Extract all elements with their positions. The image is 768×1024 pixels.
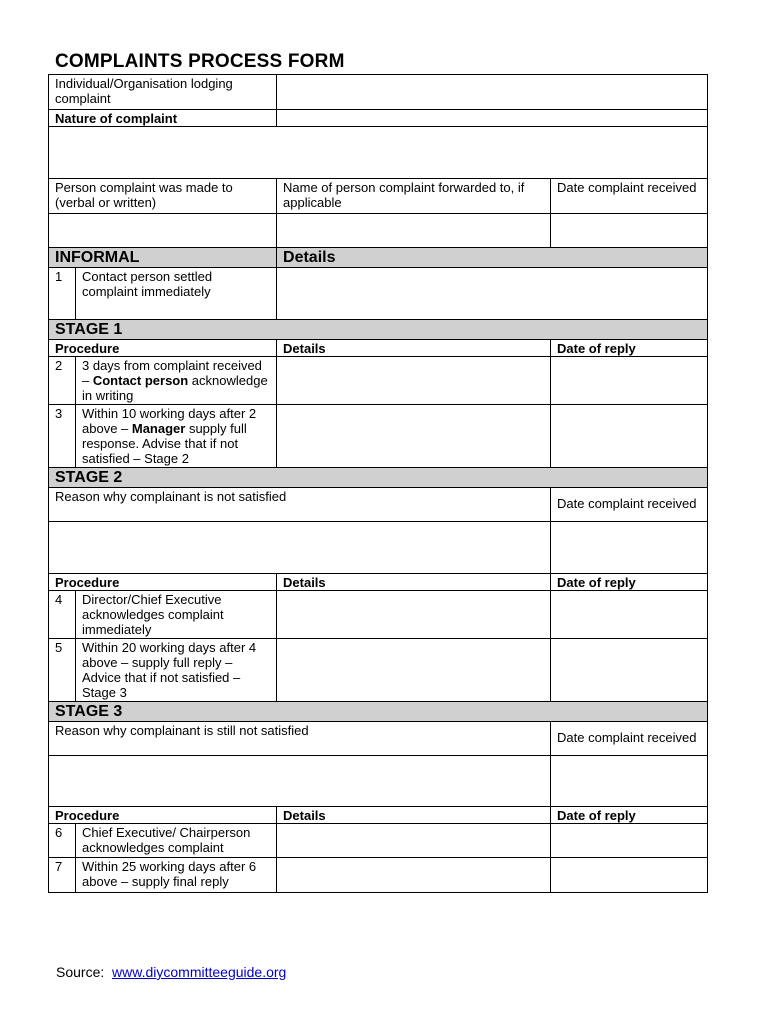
forwarded-to-label: Name of person complaint forwarded to, if applicable — [277, 179, 551, 214]
step-5-date-field[interactable] — [551, 639, 708, 702]
source-link[interactable]: www.diycommitteeguide.org — [112, 964, 287, 980]
step-7-details-field[interactable] — [277, 858, 551, 893]
stage-1-procedure-label: Procedure — [49, 340, 277, 357]
stage-3-reason-field[interactable] — [49, 756, 551, 807]
step-6-details-field[interactable] — [277, 824, 551, 858]
stage-1-label: STAGE 1 — [49, 320, 708, 340]
nature-field-inline[interactable] — [277, 110, 708, 127]
stage-1-details-label: Details — [277, 340, 551, 357]
step-2-text-a: 3 days from complaint received – — [82, 358, 262, 388]
date-received-label: Date complaint received — [551, 179, 708, 214]
step-3-number: 3 — [49, 405, 76, 468]
row-stage-2-reason — [49, 488, 708, 522]
step-7-text: Within 25 working days after 6 above – supply final reply — [76, 858, 277, 893]
step-1-details-field[interactable] — [277, 268, 708, 320]
step-5-details-field[interactable] — [277, 639, 551, 702]
row-step-1 — [49, 268, 708, 320]
step-2-text-c: acknowledge in writing — [82, 373, 268, 403]
row-step-5 — [49, 639, 708, 702]
nature-label: Nature of complaint — [49, 110, 277, 127]
row-informal-header — [49, 248, 708, 268]
row-stage-3-reason-fields — [49, 756, 708, 807]
row-step-4 — [49, 591, 708, 639]
stage-1-date-reply-label: Date of reply — [551, 340, 708, 357]
row-stage-1-header — [49, 320, 708, 340]
individual-label: Individual/Organisation lodging complaint — [49, 75, 277, 110]
stage-2-details-label: Details — [277, 574, 551, 591]
step-6-date-field[interactable] — [551, 824, 708, 858]
step-7-date-field[interactable] — [551, 858, 708, 893]
step-7-number: 7 — [49, 858, 76, 893]
row-persons-header — [49, 179, 708, 214]
row-stage-2-header — [49, 468, 708, 488]
step-4-details-field[interactable] — [277, 591, 551, 639]
row-stage-2-columns — [49, 574, 708, 591]
source-line — [56, 964, 286, 980]
stage-2-procedure-label: Procedure — [49, 574, 277, 591]
stage-3-procedure-label: Procedure — [49, 807, 277, 824]
complaints-form-table — [48, 74, 708, 893]
step-6-number: 6 — [49, 824, 76, 858]
step-4-date-field[interactable] — [551, 591, 708, 639]
nature-field[interactable] — [49, 127, 708, 179]
forwarded-to-field[interactable] — [277, 214, 551, 248]
step-5-number: 5 — [49, 639, 76, 702]
stage-2-date-received-field[interactable] — [551, 522, 708, 574]
row-individual — [49, 75, 708, 110]
step-2-date-field[interactable] — [551, 357, 708, 405]
step-2-details-field[interactable] — [277, 357, 551, 405]
individual-field[interactable] — [277, 75, 708, 110]
step-1-text: Contact person settled complaint immediately — [76, 268, 277, 320]
stage-3-details-label: Details — [277, 807, 551, 824]
row-stage-1-columns — [49, 340, 708, 357]
stage-3-reason-label: Reason why complainant is still not satisfied — [49, 722, 551, 756]
step-3-text — [76, 405, 277, 468]
step-3-details-field[interactable] — [277, 405, 551, 468]
step-2-number: 2 — [49, 357, 76, 405]
row-stage-3-reason — [49, 722, 708, 756]
stage-2-reason-label: Reason why complainant is not satisfied — [49, 488, 551, 522]
step-4-text: Director/Chief Executive acknowledges complaint immediately — [76, 591, 277, 639]
row-nature — [49, 110, 708, 127]
stage-2-reason-field[interactable] — [49, 522, 551, 574]
date-received-field[interactable] — [551, 214, 708, 248]
stage-2-label: STAGE 2 — [49, 468, 708, 488]
form-title: COMPLAINTS PROCESS FORM — [55, 51, 345, 72]
row-nature-field — [49, 127, 708, 179]
row-step-7 — [49, 858, 708, 893]
informal-label: INFORMAL — [49, 248, 277, 268]
step-3-text-c: supply full response. Advise that if not satisfied – Stage 2 — [82, 421, 247, 466]
row-step-3 — [49, 405, 708, 468]
stage-3-date-received-field[interactable] — [551, 756, 708, 807]
stage-2-date-received-label: Date complaint received — [551, 488, 708, 522]
row-stage-3-columns — [49, 807, 708, 824]
person-made-to-field[interactable] — [49, 214, 277, 248]
informal-details-label: Details — [277, 248, 708, 268]
row-step-2 — [49, 357, 708, 405]
stage-2-date-reply-label: Date of reply — [551, 574, 708, 591]
step-2-text-bold: Contact person — [92, 373, 189, 388]
row-stage-2-reason-fields — [49, 522, 708, 574]
step-5-text: Within 20 working days after 4 above – supply full reply – Advice that if not satisfied – Stage 3 — [76, 639, 277, 702]
step-3-text-bold: Manager — [131, 421, 186, 436]
step-3-text-a: Within 10 working days after 2 above – — [82, 406, 257, 436]
row-step-6 — [49, 824, 708, 858]
source-label: Source: — [56, 964, 105, 980]
person-made-to-label: Person complaint was made to (verbal or written) — [49, 179, 277, 214]
row-persons-fields — [49, 214, 708, 248]
stage-3-date-reply-label: Date of reply — [551, 807, 708, 824]
step-3-date-field[interactable] — [551, 405, 708, 468]
step-4-number: 4 — [49, 591, 76, 639]
step-2-text — [76, 357, 277, 405]
row-stage-3-header — [49, 702, 708, 722]
step-6-text: Chief Executive/ Chairperson acknowledges complaint — [76, 824, 277, 858]
stage-3-date-received-label: Date complaint received — [551, 722, 708, 756]
step-1-number: 1 — [49, 268, 76, 320]
stage-3-label: STAGE 3 — [49, 702, 708, 722]
